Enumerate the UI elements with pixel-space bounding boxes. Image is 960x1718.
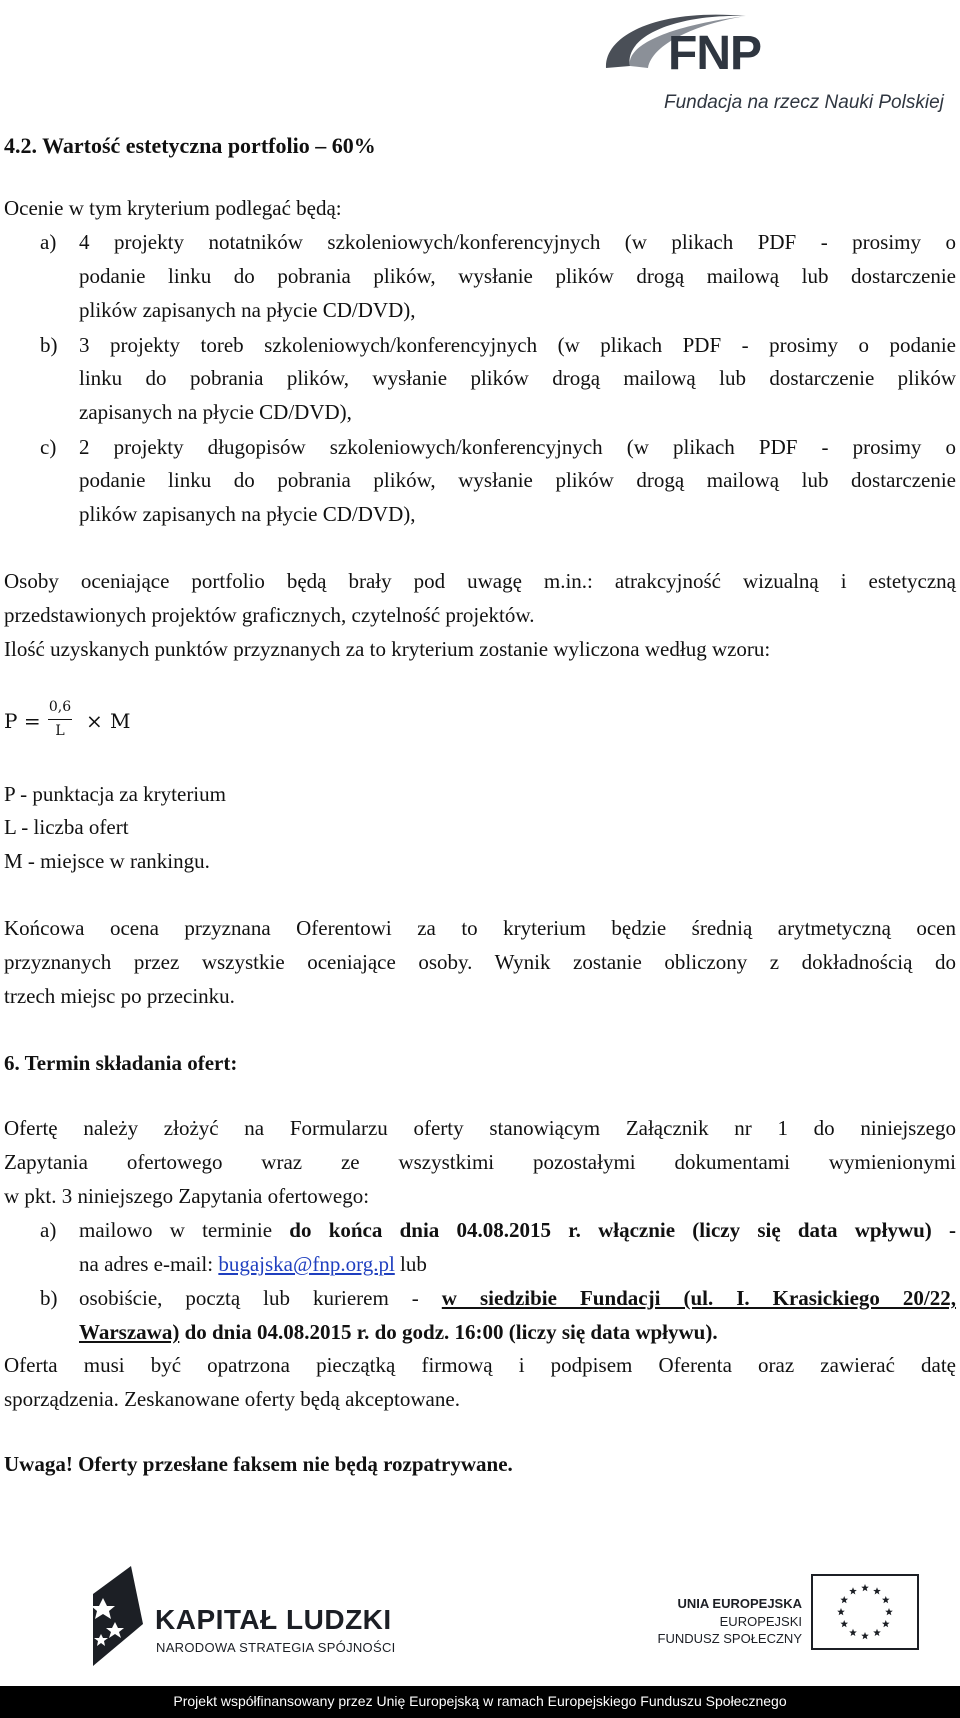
email-label: na adres e-mail: [79, 1252, 219, 1276]
final-paragraph-line: trzech miejsc po przecinku. [4, 984, 235, 1008]
email-deadline-text: mailowo w terminie [79, 1218, 290, 1242]
list-item-line: 2 projekty długopisów szkoleniowych/konferencyjnych (w plikach PDF - prosimy o [79, 435, 956, 459]
personal-delivery-deadline: do dnia 04.08.2015 r. do godz. 16:00 (liczy się data wpływu). [179, 1320, 718, 1344]
eu-flag-icon [811, 1574, 919, 1650]
formula-numerator: 0,6 [48, 699, 72, 715]
list-item-line: plików zapisanych na płycie CD/DVD), [79, 502, 416, 526]
formula-times: × [86, 709, 103, 733]
email-deadline-line [79, 1218, 956, 1242]
final-paragraph-line: Końcowa ocena przyznana Oferentowi za to kryterium będzie średnią arytmetyczną ocen [4, 916, 956, 940]
footer-funding-text: Projekt współfinansowany przez Unię Europejską w ramach Europejskiego Funduszu Społecznego [173, 1693, 787, 1709]
fax-warning: Uwaga! Oferty przesłane faksem nie będą rozpatrywane. [4, 1452, 513, 1476]
eu-fund-label-2: FUNDUSZ SPOŁECZNY [657, 1631, 802, 1646]
email-link[interactable]: bugajska@fnp.org.pl [218, 1252, 395, 1276]
eu-union-label: UNIA EUROPEJSKA [677, 1596, 802, 1611]
personal-delivery-text: osobiście, pocztą lub kurierem - [79, 1286, 442, 1310]
score-formula [4, 699, 144, 749]
office-address: w siedzibie Fundacji (ul. I. Krasickiego 20/22, [441, 1286, 957, 1310]
final-paragraph-line: przyznanych przez wszystkie oceniające osoby. Wynik zostanie obliczony z dokładnością do [4, 950, 956, 974]
list-item-line: podanie linku do pobrania plików, wysłanie plików drogą mailową lub dostarczenie [79, 468, 956, 492]
list-item-line: 3 projekty toreb szkoleniowych/konferencyjnych (w plikach PDF - prosimy o podanie [79, 333, 956, 357]
section-intro: Ocenie w tym kryterium podlegać będą: [4, 196, 342, 220]
formula-lhs: P = [4, 709, 41, 733]
personal-delivery-deadline-line [79, 1320, 718, 1344]
closing-paragraph-line: sporządzenia. Zeskanowane oferty będą akceptowane. [4, 1387, 460, 1411]
list-item-line: linku do pobrania plików, wysłanie plików drogą mailową lub dostarczenie plików [79, 366, 956, 390]
closing-paragraph-line: Oferta musi być opatrzona pieczątką firmową i podpisem Oferenta oraz zawierać datę [4, 1353, 956, 1377]
formula-denominator: L [55, 723, 65, 739]
legend-item: P - punktacja za kryterium [4, 782, 226, 806]
kapital-ludzki-subtitle: NARODOWA STRATEGIA SPÓJNOŚCI [156, 1640, 396, 1655]
section-6-intro-line: w pkt. 3 niniejszego Zapytania ofertowego: [4, 1184, 370, 1208]
list-marker-a: a) [40, 1218, 57, 1242]
office-city: Warszawa) [79, 1320, 180, 1344]
evaluators-paragraph-line: Osoby oceniające portfolio będą brały pod uwagę m.in.: atrakcyjność wizualną i estetyczną [4, 569, 956, 593]
list-item-line: zapisanych na płycie CD/DVD), [79, 400, 352, 424]
formula-fraction-bar [48, 719, 72, 720]
list-item-line: plików zapisanych na płycie CD/DVD), [79, 298, 416, 322]
email-address-line [79, 1252, 427, 1276]
kapital-ludzki-logo-icon [93, 1566, 155, 1666]
email-deadline-date: do końca dnia 04.08.2015 r. włącznie (liczy się data wpływu) - [289, 1218, 956, 1242]
section-6-intro-line: Ofertę należy złożyć na Formularzu oferty stanowiącym Załącznik nr 1 do niniejszego [4, 1116, 956, 1140]
section-heading-4-2: 4.2. Wartość estetyczna portfolio – 60% [4, 133, 376, 158]
list-marker-b: b) [40, 1286, 58, 1310]
email-suffix: lub [394, 1252, 427, 1276]
list-marker-b: b) [40, 333, 58, 357]
list-marker-a: a) [40, 230, 57, 254]
section-6-intro-line: Zapytania ofertowego wraz ze wszystkimi pozostałymi dokumentami wymienionymi [4, 1150, 956, 1174]
personal-delivery-line [79, 1286, 956, 1310]
fnp-logo-letters: FNP [668, 27, 761, 80]
list-item-line: podanie linku do pobrania plików, wysłanie plików drogą mailową lub dostarczenie [79, 264, 956, 288]
section-heading-6: 6. Termin składania ofert: [4, 1051, 238, 1075]
kapital-ludzki-title: KAPITAŁ LUDZKI [155, 1604, 392, 1635]
list-marker-c: c) [40, 435, 57, 459]
fnp-logo-tagline: Fundacja na rzecz Nauki Polskiej [664, 92, 944, 113]
legend-item: M - miejsce w rankingu. [4, 849, 210, 873]
evaluators-paragraph-line: przedstawionych projektów graficznych, czytelność projektów. [4, 603, 535, 627]
list-item-line: 4 projekty notatników szkoleniowych/konferencyjnych (w plikach PDF - prosimy o [79, 230, 956, 254]
eu-fund-label-1: EUROPEJSKI [719, 1614, 802, 1629]
formula-rhs: M [110, 709, 131, 733]
legend-item: L - liczba ofert [4, 815, 129, 839]
points-formula-intro: Ilość uzyskanych punktów przyznanych za to kryterium zostanie wyliczona według wzoru: [4, 637, 771, 661]
